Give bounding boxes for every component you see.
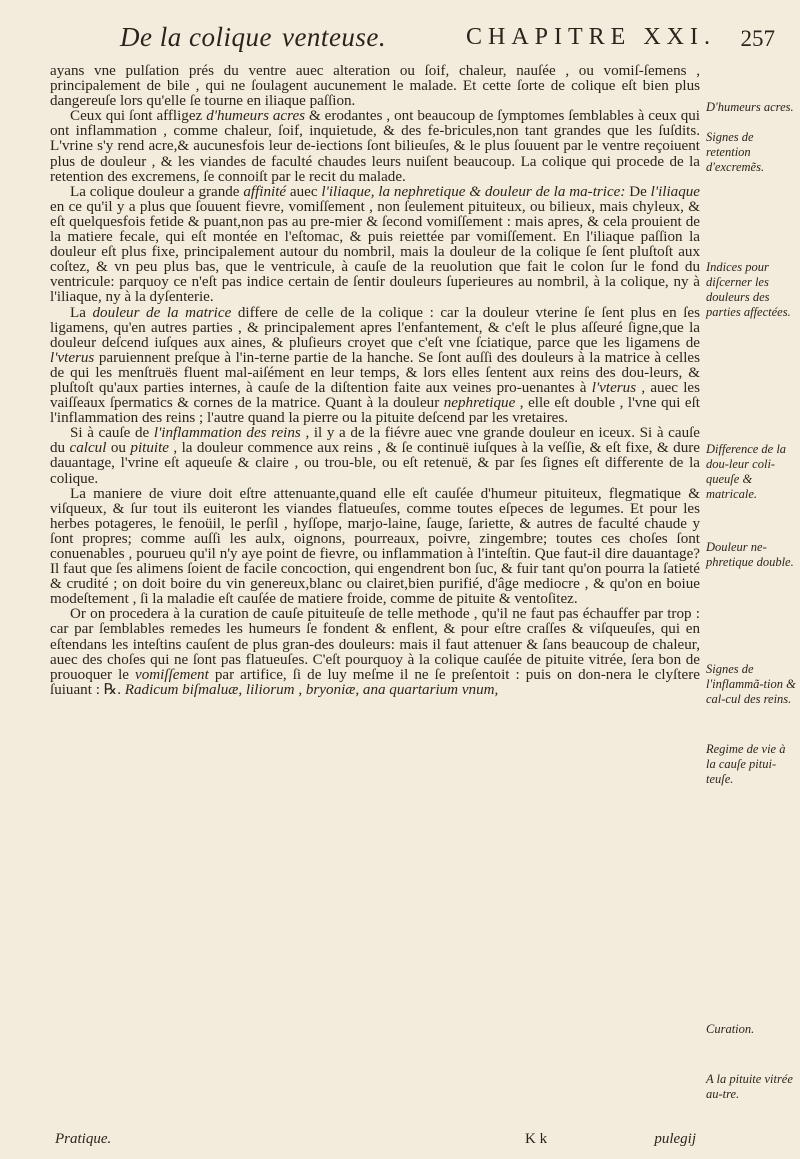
text-run: en ce qu'il y a plus que ſouuent fievre, vomiſſement , non ſeulement pituiteux, ou bilieux, mais chyleux, & eſt quelquesfois fetide & puant,non pas au pre-mier & ſecond vomiſſement : mais apres, & cela prouient de la matiere fecale, qui eſt montée en l'eſtomac, & puis reiettée par vomiſſement. En l'iliaque paſſion la douleur eſt plus fixe, principalement autour du nombril, mais la douleur de la colique ſe ſent pluſtoſt aux coſtez, & vn peu plus bas, que le ventricule, à cauſe de la reuolution que fait le colon ſur le fond du ventricule: parquoy ce n'eſt pas indice certain de ſentir douleurs ſuperieures au nombril, à la colique, ny à l'iliaque, ny à la dyſenterie. <box>50 198 700 306</box>
paragraph <box>50 607 700 698</box>
text-run: , il y a de la fiévre auec vne grande douleur en iceux. Si à cauſe du <box>50 425 701 457</box>
italic-text-run: calcul <box>69 440 107 457</box>
running-title-part-2: venteuse. <box>281 22 387 52</box>
signature-mark: K k <box>525 1131 548 1147</box>
italic-text-run: pituite <box>130 440 169 457</box>
italic-text-run: l'vterus <box>591 379 637 396</box>
text-run: Or on procedera à la curation de cauſe pituiteuſe de telle methode , qu'il ne faut pas échauffer par trop : car par ſemblables remedes les humeurs ſe fondent & enflent, & pour eſtre craſſes & viſqueuſes, qui en eſtendans les inteſtins cauſent de plus gran-des douleurs: mais il faut attenuer & ſans beaucoup de chaleur, auec des choſes qui ne ſont pas flatueuſes. C'eſt pourquoy à la colique cauſée de pituite vitrée, ſera bon de prouoquer le <box>50 606 700 683</box>
marginal-note: Curation. <box>706 1022 755 1036</box>
text-run: ayans vne pulſation prés du ventre auec alteration ou ſoif, chaleur, nauſée , ou vomiſ-ſemens , principalement de bile , qui ne ſoulagent aucunement le malade. Et cette ſorte de colique eſt bien plus dangereuſe lors qu'elle ſe tourne en iliaque paſſion. <box>50 63 700 110</box>
catchword: pulegij <box>654 1131 696 1147</box>
text-run: auec <box>286 183 322 200</box>
page-header <box>120 22 775 62</box>
marginal-note: D'humeurs acres. <box>706 100 794 114</box>
text-run: & erodantes , ont beaucoup de ſymptomes ſemblables à ceux qui ont inflammation , comme chaleur, ſoif, inquietude, & des fe-bricules,non tant grandes que les ſuſdits. L'vrine s'y rend acre,& aucunesfois leur de-iections ſont bilieuſes, & le plus ſouuent par le ventre reçoiuent plus de douleur , & les viandes de faculté chaudes leurs nuiſent beaucoup. La colique qui procede de la retention des excremens, ſe connoiſt par le recit du malade. <box>50 108 700 185</box>
italic-text-run: l'iliaque, la nephretique & douleur de la ma-trice: <box>321 183 626 200</box>
text-run: , la douleur commence aux reins , & ſe continuë iuſques à la veſſie, & eſt fixe, & dure dauantage, l'vrine eſt aqueuſe & claire , ou trou-ble, ou eſt retenuë, & par ſes ſignes eſt differente de la colique. <box>50 440 700 487</box>
marginal-note: Regime de vie à la cauſe pitui-teuſe. <box>706 742 786 786</box>
body-text <box>50 64 700 698</box>
text-run: differe de celle de la colique : car la douleur vterine ſe ſent plus en ſes ligamens, qu'en autres parties , & principalement apres l'enfantement, & c'eſt le plus aſſeuré ſigne,que la douleur deſcend iuſques aux aines, & pluſieurs croyet que c'eſt vne ſciatique, parce que les ligamens de <box>50 304 700 351</box>
paragraph <box>50 109 700 184</box>
text-run: ou <box>106 440 131 457</box>
paragraph <box>50 487 700 608</box>
italic-text-run: l'iliaque <box>650 183 700 200</box>
italic-text-run: vomiſſement <box>135 666 209 683</box>
text-run: , elle eſt double , l'vne qui eſt l'inflammation des reins ; l'autre quand la pierre ou la pituite deſcend par les vretaires. <box>50 395 700 427</box>
paragraph <box>50 306 700 427</box>
italic-text-run: d'humeurs acres <box>206 108 306 125</box>
italic-text-run: l'inflammation des reins <box>153 425 301 442</box>
text-run: , auec les vaiſſeaux ſpermatics & cornes de la matrice. Quant à la douleur <box>50 379 700 412</box>
marginal-note: Indices pour diſcerner les douleurs des parties affectées. <box>706 260 791 319</box>
text-run: De <box>625 183 651 200</box>
text-run: La <box>70 304 93 321</box>
text-run: Si à cauſe de <box>70 425 154 442</box>
italic-text-run: nephretique <box>443 395 516 412</box>
paragraph <box>50 185 700 306</box>
running-title <box>120 22 386 53</box>
marginal-note: A la pituite vitrée au-tre. <box>706 1072 793 1101</box>
marginal-note: Douleur ne-phretique double. <box>706 540 794 569</box>
marginal-note: Signes de retention d'excremẽs. <box>706 130 765 174</box>
text-run: Ceux qui ſont affligez <box>70 108 207 125</box>
text-run: paruiennent preſque à l'in-terne partie de la hanche. Se ſont auſſi des douleurs à la matrice à celles de qui les menſtruës fluent mal-aiſément en leur temps, & lors elles ſentent aux reins des dou-leurs, & pluſtoſt qu'aux parties internes, à cauſe de la diſtention faite aux veines pro-uenantes à <box>50 349 700 396</box>
italic-text-run: l'vterus <box>50 349 95 366</box>
running-title-part-1: De la colique <box>120 22 272 52</box>
text-run: La maniere de viure doit eſtre attenuante,quand elle eſt cauſée d'humeur pituiteux, flegmatique & viſqueux, & ſur tout ils euiteront les viandes flatueuſes, comme toutes eſpeces de legumes. Et pour les herbes potageres, le fenoüil, le perſil , hyſſope, marjo-laine, ſauge, ſariette, & autres de faculté chaude y ſont propres; comme auſſi les aulx, oignons, pourreaux, poivre, zingembre; toutes ces choſes ſont conuenables , pourueu qu'il n'y aye point de fievre, ou inflammation à l'inteſtin. Que faut-il dire dauantage? Il faut que ſes alimens ſoient de facile concoction, qui engendrent bon ſuc, & fuir tant qu'on pourra la ſatieté & crudité ; on doit boire du vin genereux,blanc ou clairet,bien purifié, d'âge mediocre , & qu'on en boiue modeſtement , ſi la maladie eſt cauſée de matiere froide, comme de pituite & ventoſitez. <box>50 485 700 608</box>
text-run: La colique douleur a grande <box>70 183 244 200</box>
page-number: 257 <box>740 26 775 51</box>
text-run: par artifice, ſi de luy meſme il ne ſe preſentoit : puis on don-nera le clyſtere ſuiuant : ℞. <box>50 666 700 698</box>
italic-text-run: douleur de la matrice <box>92 304 232 321</box>
marginal-note: Difference de la dou-leur coli-queuſe & matricale. <box>706 442 787 501</box>
marginal-note: Signes de l'inflammã-tion & cal-cul des reins. <box>706 662 796 706</box>
paragraph <box>50 64 700 109</box>
chapter-heading: CHAPITRE XXI. <box>466 24 716 50</box>
italic-text-run: Radicum biſmaluæ, liliorum , bryoniæ, ana quartarium vnum, <box>124 681 499 698</box>
footer-running-word: Pratique. <box>55 1131 112 1147</box>
paragraph <box>50 426 700 486</box>
page-footer <box>55 1131 700 1149</box>
italic-text-run: affinité <box>243 183 287 200</box>
